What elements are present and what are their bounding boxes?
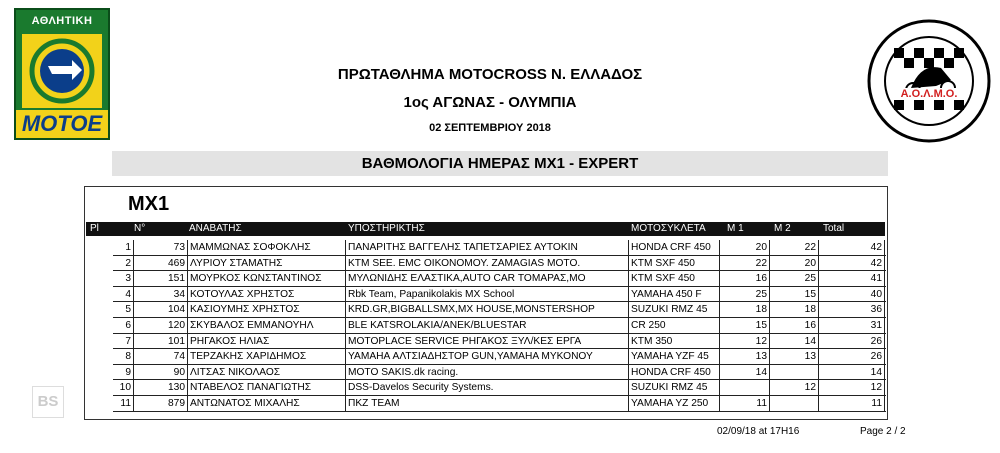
cell-m2 (769, 365, 818, 380)
cell-no: 151 (133, 271, 187, 286)
table-row (113, 380, 886, 396)
cell-bike: KTM 350 (628, 334, 719, 349)
cell-total: 12 (818, 380, 885, 395)
cell-sponsor: KTM SEE. EMC ΟΙΚΟΝΟΜΟΥ. ZAMAGIAS MOTO. (345, 256, 628, 271)
cell-bike: KTM SXF 450 (628, 256, 719, 271)
standings-banner: ΒΑΘΜΟΛΟΓΙΑ ΗΜΕΡΑΣ MX1 - EXPERT (112, 151, 888, 176)
cell-total: 41 (818, 271, 885, 286)
championship-title: ΠΡΩΤΑΘΛΗΜΑ MOTOCROSS Ν. ΕΛΛΑΔΟΣ (337, 66, 643, 83)
cell-sponsor: MOTO SAKIS.dk racing. (345, 365, 628, 380)
cell-no: 34 (133, 287, 187, 302)
cell-m1 (719, 380, 769, 395)
cell-bike: HONDA CRF 450 (628, 240, 719, 255)
cell-m1: 11 (719, 396, 769, 411)
cell-pl: 4 (125, 288, 131, 300)
cell-m1: 13 (719, 349, 769, 364)
watermark-logo: BS (32, 386, 64, 418)
cell-m1: 20 (719, 240, 769, 255)
col-pl: Pl (90, 223, 99, 234)
col-m2: Μ 2 (774, 223, 791, 234)
cell-pl: 8 (125, 351, 131, 363)
cell-total: 11 (818, 396, 885, 411)
cell-no: 120 (133, 318, 187, 333)
cell-no: 469 (133, 256, 187, 271)
cell-rider: ΡΗΓΑΚΟΣ ΗΛΙΑΣ (187, 334, 345, 349)
cell-bike: YAMAHA 450 F (628, 287, 719, 302)
cell-total: 26 (818, 349, 885, 364)
cell-sponsor: ΠΚΖ TEAM (345, 396, 628, 411)
cell-rider: ΑΝΤΩΝΑΤΟΣ ΜΙΧΑΛΗΣ (187, 396, 345, 411)
cell-m2: 15 (769, 287, 818, 302)
cell-total: 40 (818, 287, 885, 302)
seal-name: Α.Ο.Λ.Μ.Ο. (896, 88, 962, 100)
cell-bike: HONDA CRF 450 (628, 365, 719, 380)
table-row (113, 287, 886, 303)
cell-rider: ΚΟΤΟΥΛΑΣ ΧΡΗΣΤΟΣ (187, 287, 345, 302)
cell-rider: ΤΕΡΖΑΚΗΣ ΧΑΡΙΔΗΜΟΣ (187, 349, 345, 364)
event-date: 02 ΣΕΠΤΕΜΒΡΙΟΥ 2018 (429, 122, 551, 134)
cell-no: 101 (133, 334, 187, 349)
cell-m2: 16 (769, 318, 818, 333)
page-indicator: Page 2 / 2 (860, 426, 906, 437)
cell-sponsor: YAMAHA ΑΛΤΣΙΑΔΗΣΤΟΡ GUN,YAMAHA ΜΥΚΟΝΟΥ (345, 349, 628, 364)
cell-no: 90 (133, 365, 187, 380)
cell-m2: 13 (769, 349, 818, 364)
table-row (113, 334, 886, 350)
class-title: MX1 (128, 193, 170, 215)
table-row (113, 318, 886, 334)
cell-sponsor: ΠΑΝΑΡΙΤΗΣ ΒΑΓΓΕΛΗΣ ΤΑΠΕΤΣΑΡΙΕΣ ΑΥΤΟΚΙΝ (345, 240, 628, 255)
cell-pl: 7 (125, 335, 131, 347)
cell-total: 14 (818, 365, 885, 380)
cell-m1: 16 (719, 271, 769, 286)
cell-total: 26 (818, 334, 885, 349)
cell-rider: ΚΑΣΙΟΥΜΗΣ ΧΡΗΣΤΟΣ (187, 302, 345, 317)
cell-m2: 12 (769, 380, 818, 395)
cell-sponsor: Rbk Team, Papanikolakis MX School (345, 287, 628, 302)
cell-bike: SUZUKI RMZ 45 (628, 380, 719, 395)
col-bike: ΜΟΤΟΣΥΚΛΕΤΑ (631, 223, 706, 234)
cell-no: 879 (133, 396, 187, 411)
cell-m1: 18 (719, 302, 769, 317)
cell-m1: 25 (719, 287, 769, 302)
cell-sponsor: BLE KATSROLAKIA/ANEK/BLUESTAR (345, 318, 628, 333)
cell-rider: ΛΙΤΣΑΣ ΝΙΚΟΛΑΟΣ (187, 365, 345, 380)
cell-bike: YAMAHA YZ 250 (628, 396, 719, 411)
cell-pl: 2 (125, 257, 131, 269)
cell-pl: 3 (125, 273, 131, 285)
table-row (113, 365, 886, 381)
cell-pl: 5 (125, 304, 131, 316)
cell-total: 42 (818, 240, 885, 255)
col-m1: Μ 1 (727, 223, 744, 234)
cell-m2: 20 (769, 256, 818, 271)
col-rider: ΑΝΑΒΑΤΗΣ (189, 223, 242, 234)
cell-rider: ΣΚΥΒΑΛΟΣ ΕΜΜΑΝΟΥΗΛ (187, 318, 345, 333)
cell-bike: KTM SXF 450 (628, 271, 719, 286)
cell-sponsor: ΜΥΛΩΝΙΔΗΣ ΕΛΑΣΤΙΚΑ,AUTO CAR ΤΟΜΑΡΑΣ,ΜΟ (345, 271, 628, 286)
cell-m2: 22 (769, 240, 818, 255)
cell-m2: 18 (769, 302, 818, 317)
cell-pl: 1 (125, 242, 131, 253)
logo-bottom-text: MOTOE (16, 110, 108, 138)
cell-m1: 12 (719, 334, 769, 349)
cell-bike: CR 250 (628, 318, 719, 333)
table-row (113, 256, 886, 272)
cell-total: 36 (818, 302, 885, 317)
cell-rider: ΝΤΑΒΕΛΟΣ ΠΑΝΑΓΙΩΤΗΣ (187, 380, 345, 395)
cell-rider: ΜΟΥΡΚΟΣ ΚΩΝΣΤΑΝΤΙΝΟΣ (187, 271, 345, 286)
event-title: 1ος ΑΓΩΝΑΣ - ΟΛΥΜΠΙΑ (403, 94, 577, 111)
cell-sponsor: MOTOPLACE SERVICE ΡΗΓΑΚΟΣ ΞΥΛ/ΚΕΣ ΕΡΓΑ (345, 334, 628, 349)
cell-pl: 11 (120, 397, 131, 409)
cell-bike: YAMAHA YZF 45 (628, 349, 719, 364)
athletic-motoe-logo (14, 8, 110, 140)
aolmo-seal-logo (866, 18, 992, 144)
results-table (113, 240, 886, 412)
cell-sponsor: DSS-Davelos Security Systems. (345, 380, 628, 395)
cell-pl: 6 (125, 319, 131, 331)
cell-no: 73 (133, 240, 187, 255)
cell-m1: 15 (719, 318, 769, 333)
table-row (113, 396, 886, 412)
logo-top-text: ΑΘΛΗΤΙΚΗ (16, 10, 108, 32)
cell-m1: 22 (719, 256, 769, 271)
cell-m2: 25 (769, 271, 818, 286)
table-row (113, 240, 886, 256)
table-header (86, 222, 885, 236)
table-row (113, 271, 886, 287)
cell-pl: 10 (119, 382, 131, 394)
cell-no: 74 (133, 349, 187, 364)
cell-total: 31 (818, 318, 885, 333)
cell-rider: ΜΑΜΜΩΝΑΣ ΣΟΦΟΚΛΗΣ (187, 240, 345, 255)
cell-total: 42 (818, 256, 885, 271)
table-row (113, 349, 886, 365)
col-total: Total (823, 223, 845, 234)
cell-m1: 14 (719, 365, 769, 380)
col-no: N° (134, 223, 146, 234)
col-sponsor: ΥΠΟΣΤΗΡΙΚΤΗΣ (348, 223, 425, 234)
cell-sponsor: KRD.GR,BIGBALLSMX,MX HOUSE,MONSTERSHOP (345, 302, 628, 317)
cell-no: 104 (133, 302, 187, 317)
cell-rider: ΛΥΡΙΟΥ ΣΤΑΜΑΤΗΣ (187, 256, 345, 271)
cell-no: 130 (133, 380, 187, 395)
print-timestamp: 02/09/18 at 17H16 (717, 426, 800, 437)
cell-pl: 9 (125, 366, 131, 378)
logo-emblem-icon (22, 34, 102, 108)
cell-m2 (769, 396, 818, 411)
cell-m2: 14 (769, 334, 818, 349)
cell-bike: SUZUKI RMZ 45 (628, 302, 719, 317)
table-row (113, 302, 886, 318)
